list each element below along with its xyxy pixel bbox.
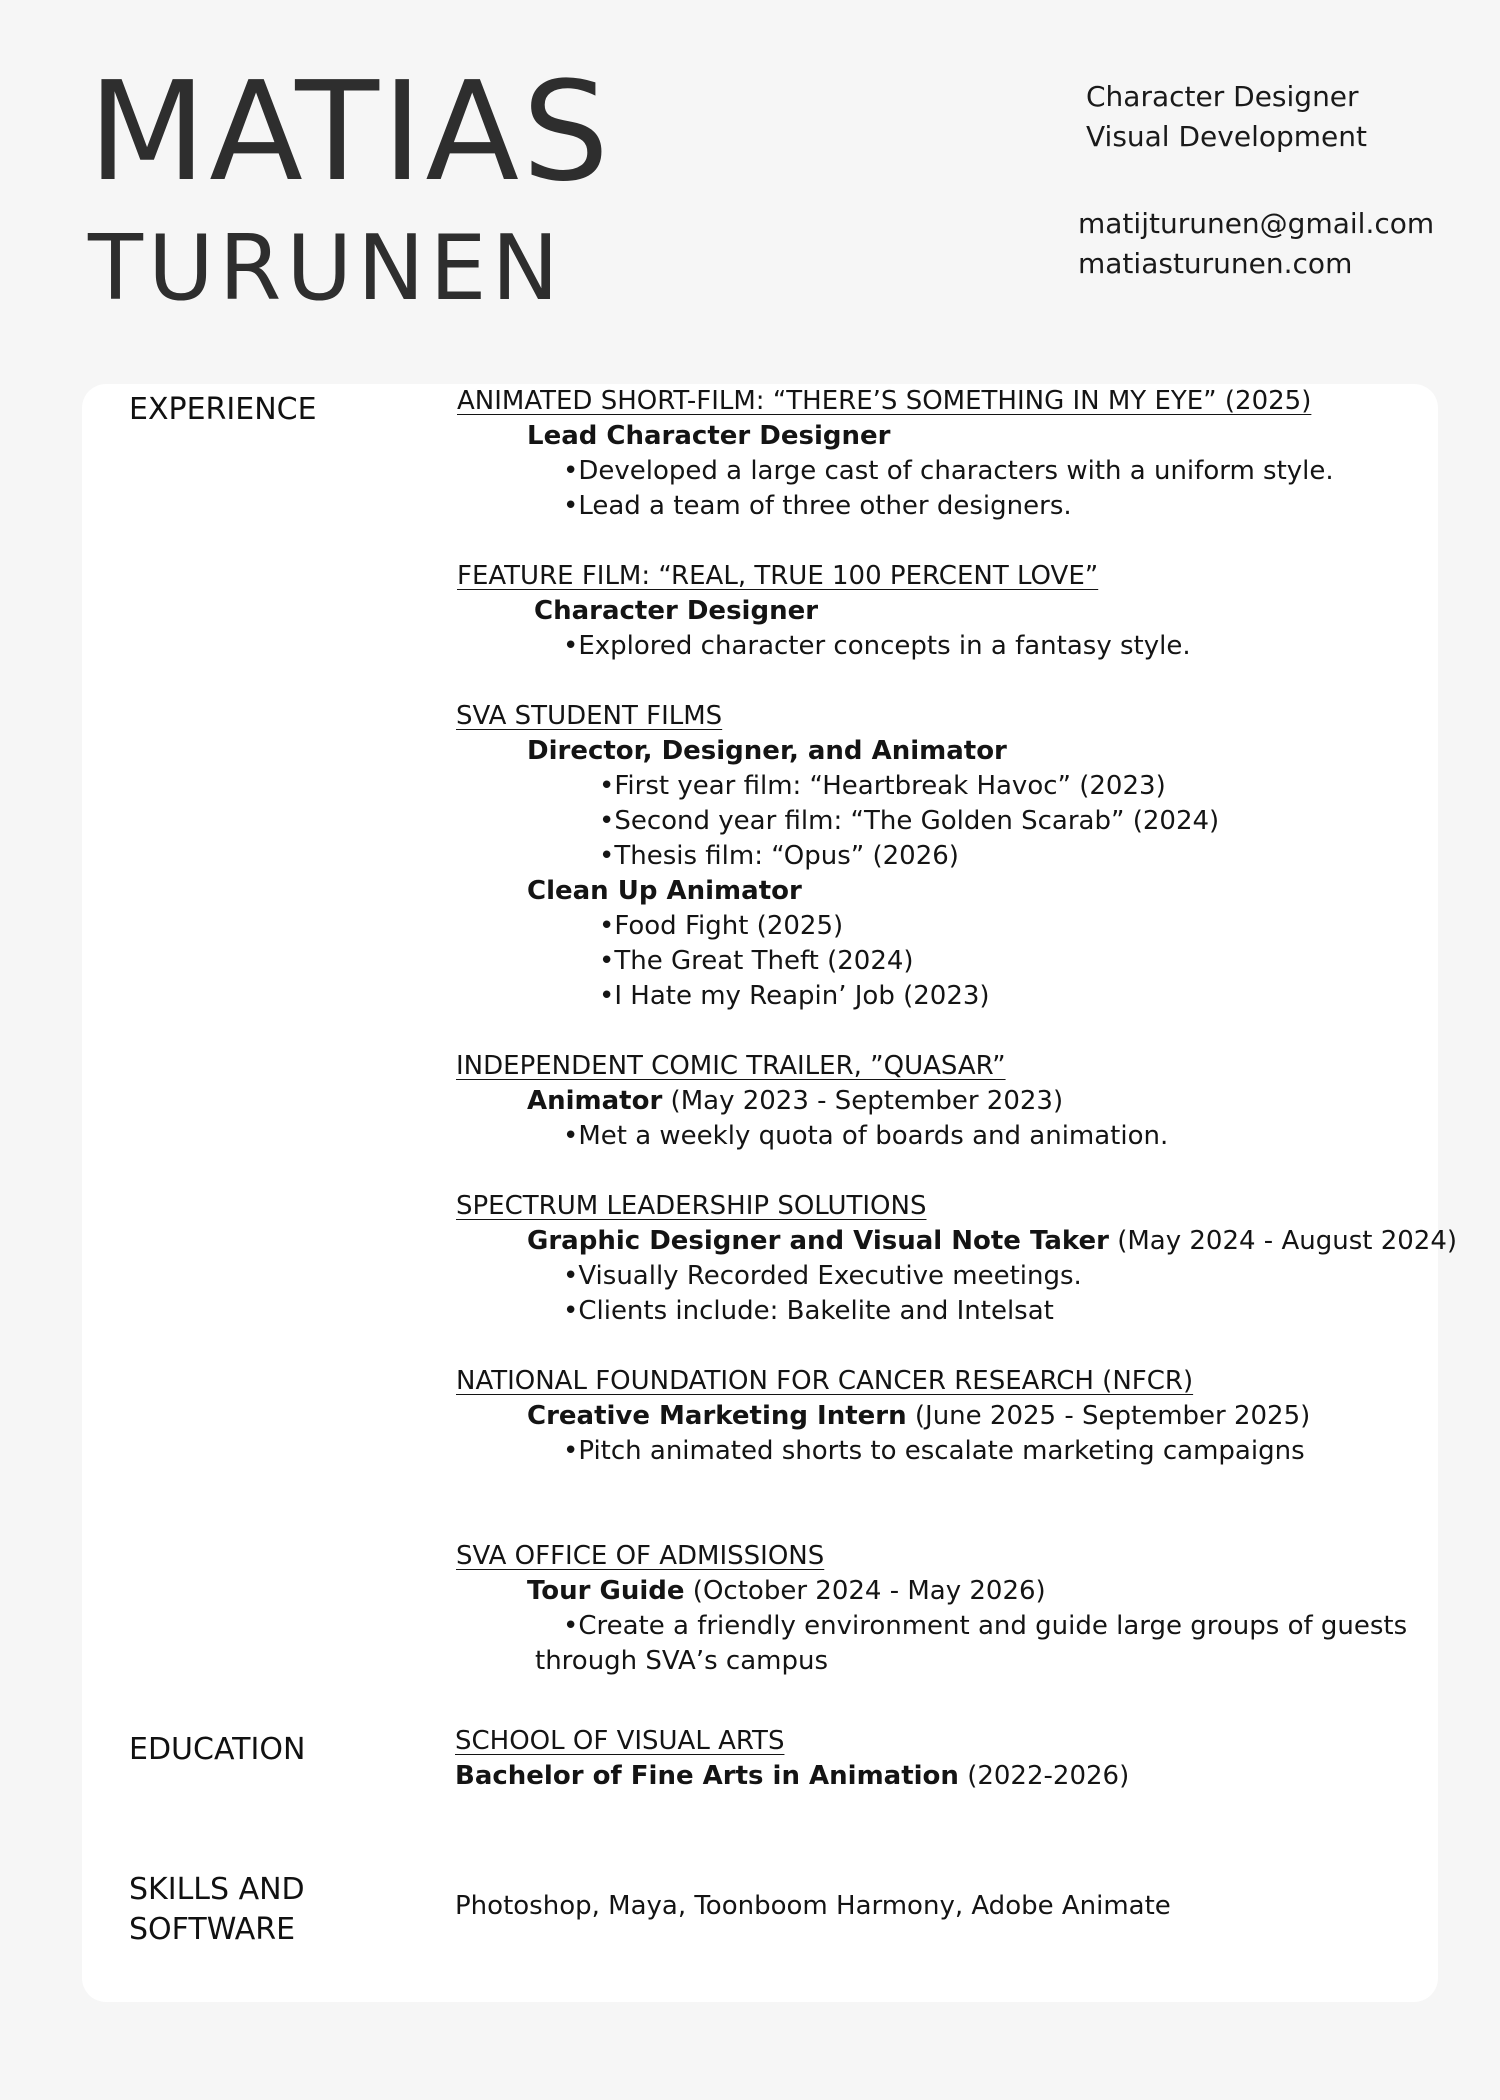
experience-role-animator [527,1084,1063,1119]
role-title: Graphic Designer and Visual Note Taker [527,1226,1109,1256]
role-title: Animator [527,1086,663,1116]
experience-heading-admissions: SVA OFFICE OF ADMISSIONS [456,1541,825,1571]
skills-section-label-line-2: SOFTWARE [129,1912,296,1947]
role-title: Creative Marketing Intern [527,1401,907,1431]
degree-title: Bachelor of Fine Arts in Animation [455,1761,959,1791]
experience-heading-feature-film: FEATURE FILM: “REAL, TRUE 100 PERCENT LOVE” [457,561,1099,591]
experience-heading-spectrum: SPECTRUM LEADERSHIP SOLUTIONS [456,1191,927,1221]
skills-section-label-line-1: SKILLS AND [129,1872,305,1907]
experience-bullet: •Lead a team of three other designers. [563,491,1072,521]
last-name: TURUNEN [88,216,564,321]
experience-role-tour-guide [527,1574,1046,1609]
job-title-line-2: Visual Development [1086,120,1367,153]
experience-bullet: •Food Fight (2025) [599,911,844,941]
experience-heading-nfcr: NATIONAL FOUNDATION FOR CANCER RESEARCH (NFCR) [456,1366,1194,1396]
experience-bullet: •I Hate my Reapin’ Job (2023) [599,981,990,1011]
experience-bullet: •Explored character concepts in a fantasy style. [563,631,1191,661]
experience-section-label: EXPERIENCE [129,392,317,427]
experience-role-lead-character-designer: Lead Character Designer [527,421,891,451]
resume-card [82,384,1458,2002]
first-name: MATIAS [88,53,613,212]
role-dates: (October 2024 - May 2026) [684,1576,1046,1606]
experience-role-marketing-intern [527,1399,1310,1434]
experience-role-clean-up-animator: Clean Up Animator [527,876,802,906]
experience-bullet: •Developed a large cast of characters with a uniform style. [563,456,1334,486]
experience-bullet: •Second year film: “The Golden Scarab” (2024) [599,806,1220,836]
skills-list: Photoshop, Maya, Toonboom Harmony, Adobe Animate [455,1891,1171,1921]
experience-role-graphic-designer [527,1224,1457,1259]
experience-bullet: •Create a friendly environment and guide large groups of guests [563,1611,1408,1641]
job-title-line-1: Character Designer [1086,80,1359,113]
education-school: SCHOOL OF VISUAL ARTS [455,1726,785,1756]
experience-role-director: Director, Designer, and Animator [527,736,1007,766]
experience-bullet: •The Great Theft (2024) [599,946,914,976]
education-degree [455,1759,1129,1794]
education-section-label: EDUCATION [129,1732,306,1767]
role-dates: (May 2024 - August 2024) [1108,1226,1458,1256]
experience-bullet-continuation: through SVA’s campus [535,1646,828,1676]
role-dates: (June 2025 - September 2025) [906,1401,1311,1431]
experience-bullet: •Visually Recorded Executive meetings. [563,1261,1082,1291]
experience-bullet: •Pitch animated shorts to escalate marketing campaigns [563,1436,1305,1466]
experience-heading-student-films: SVA STUDENT FILMS [456,701,723,731]
website-link[interactable]: matiasturunen.com [1078,247,1353,280]
role-dates: (May 2023 - September 2023) [662,1086,1064,1116]
experience-heading-comic-trailer: INDEPENDENT COMIC TRAILER, ”QUASAR” [456,1051,1006,1081]
experience-bullet: •First year film: “Heartbreak Havoc” (2023) [599,771,1166,801]
experience-role-character-designer: Character Designer [534,596,819,626]
email-address[interactable]: matijturunen@gmail.com [1078,207,1435,240]
degree-dates: (2022-2026) [958,1761,1130,1791]
experience-heading-short-film: ANIMATED SHORT-FILM: “THERE’S SOMETHING IN MY EYE” (2025) [457,386,1312,416]
experience-bullet: •Clients include: Bakelite and Intelsat [563,1296,1054,1326]
role-title: Tour Guide [527,1576,685,1606]
experience-bullet: •Thesis film: “Opus” (2026) [599,841,959,871]
experience-bullet: •Met a weekly quota of boards and animation. [563,1121,1169,1151]
